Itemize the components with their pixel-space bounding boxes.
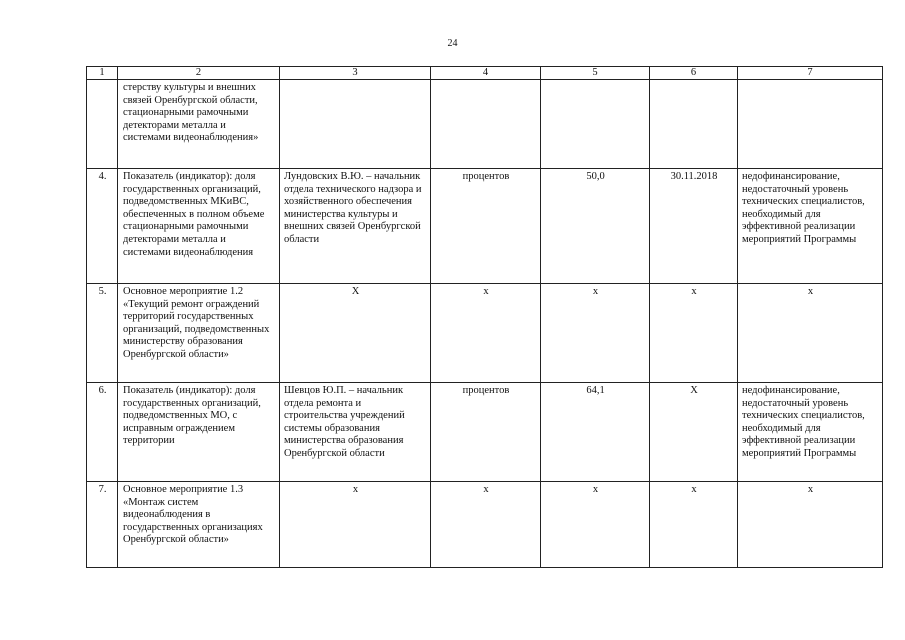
- value: 50,0: [541, 169, 650, 284]
- value: х: [541, 482, 650, 568]
- measure-name: Показатель (индикатор): доля государственных организаций, подведомственных МО, с исправным ограждением территории: [118, 383, 280, 482]
- column-header: 5: [541, 67, 650, 80]
- deadline: 30.11.2018: [650, 169, 738, 284]
- measure-name: Основное мероприятие 1.2 «Текущий ремонт ограждений территорий государственных организаций, подведомственных министерству образования Оренбургской области»: [118, 284, 280, 383]
- measure-name: стерству культуры и внешних связей Оренбургской области, стационарными рамочными детекторами металла и системами видеонаблюдения»: [118, 80, 280, 169]
- responsible-person: Х: [280, 284, 431, 383]
- table-row: [87, 284, 883, 383]
- measure-name: Показатель (индикатор): доля государственных организаций, подведомственных МКиВС, обеспеченных в полном объеме стационарными рамочными детекторами металла и системами видеонаблюдения: [118, 169, 280, 284]
- table-row: [87, 383, 883, 482]
- deadline: х: [650, 284, 738, 383]
- risks: недофинансирование, недостаточный уровень технических специалистов, необходимый для эффективной реализации мероприятий Программы: [738, 383, 883, 482]
- value: 64,1: [541, 383, 650, 482]
- page-number: 24: [447, 38, 458, 49]
- table-header-row: [87, 67, 883, 80]
- table-row: [87, 169, 883, 284]
- row-number: 7.: [87, 482, 118, 568]
- value: х: [541, 284, 650, 383]
- program-measures-table: [86, 66, 883, 568]
- responsible-person: Шевцов Ю.П. – начальник отдела ремонта и строительства учреждений системы образования министерства образования Оренбургской области: [280, 383, 431, 482]
- responsible-person: х: [280, 482, 431, 568]
- risks: х: [738, 482, 883, 568]
- deadline: Х: [650, 383, 738, 482]
- risks: недофинансирование, недостаточный уровень технических специалистов, необходимый для эффективной реализации мероприятий Программы: [738, 169, 883, 284]
- responsible-person: [280, 80, 431, 169]
- risks: [738, 80, 883, 169]
- table-row: [87, 482, 883, 568]
- column-header: 4: [431, 67, 541, 80]
- row-number: 5.: [87, 284, 118, 383]
- unit: [431, 80, 541, 169]
- value: [541, 80, 650, 169]
- row-number: [87, 80, 118, 169]
- unit: процентов: [431, 169, 541, 284]
- measure-name: Основное мероприятие 1.3 «Монтаж систем видеонаблюдения в государственных организациях Оренбургской области»: [118, 482, 280, 568]
- unit: х: [431, 284, 541, 383]
- risks: х: [738, 284, 883, 383]
- deadline: [650, 80, 738, 169]
- row-number: 4.: [87, 169, 118, 284]
- column-header: 3: [280, 67, 431, 80]
- table-row: [87, 80, 883, 169]
- column-header: 2: [118, 67, 280, 80]
- unit: процентов: [431, 383, 541, 482]
- column-header: 1: [87, 67, 118, 80]
- column-header: 7: [738, 67, 883, 80]
- unit: х: [431, 482, 541, 568]
- row-number: 6.: [87, 383, 118, 482]
- column-header: 6: [650, 67, 738, 80]
- deadline: х: [650, 482, 738, 568]
- responsible-person: Лундовских В.Ю. – начальник отдела технического надзора и хозяйственного обеспечения министерства культуры и внешних связей Оренбургской области: [280, 169, 431, 284]
